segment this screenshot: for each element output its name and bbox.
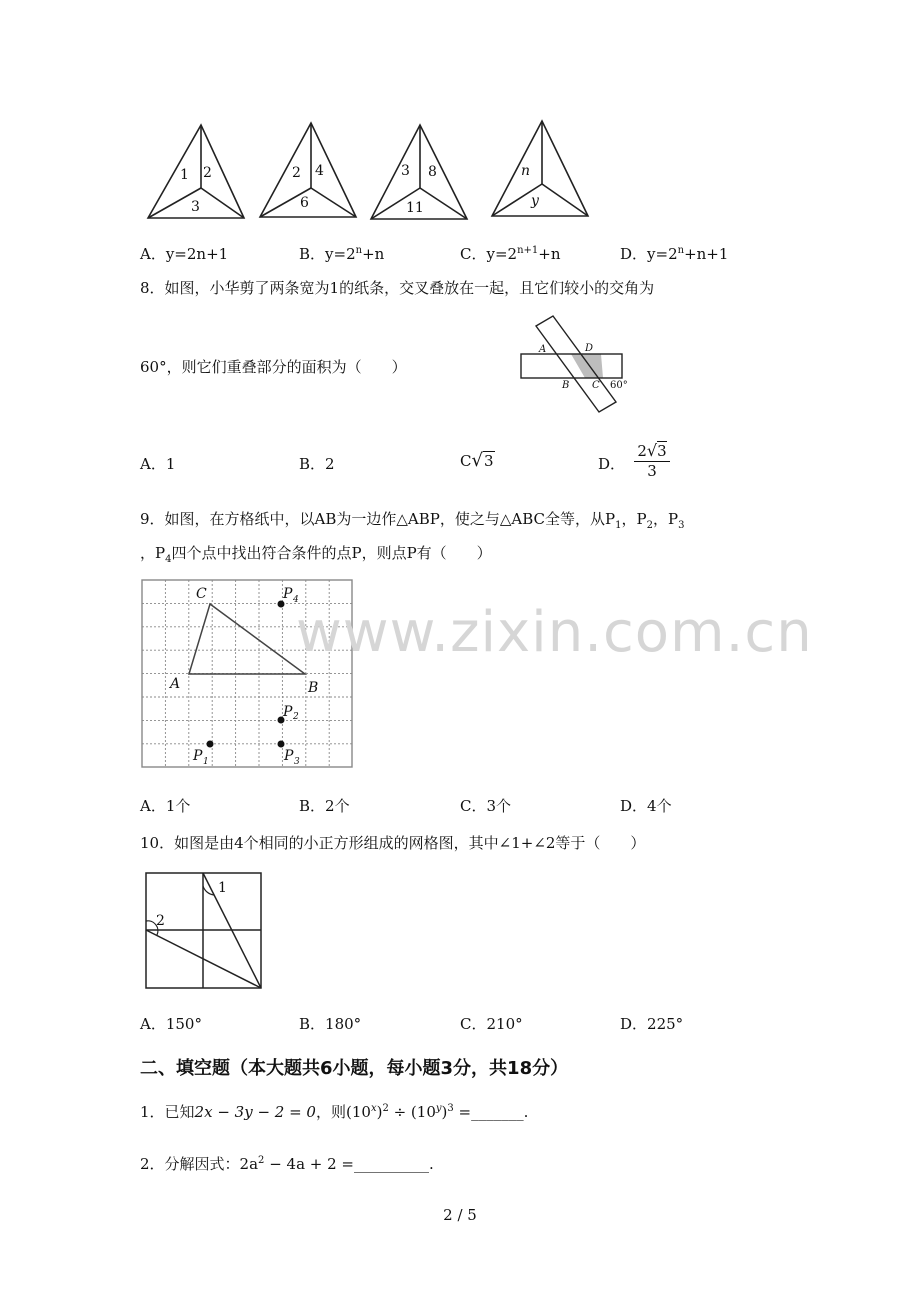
watermark: www.zixin.com.cn — [296, 600, 813, 665]
q8-option-a: A．1 — [140, 455, 176, 473]
svg-text:2: 2 — [293, 712, 299, 722]
q7-option-a: A．y=2n+1 — [140, 245, 229, 263]
q7-triangle-figures — [140, 115, 600, 225]
q8-option-d-fraction: 2√3 3 — [634, 441, 670, 480]
tri4-label-bottom: y — [531, 193, 539, 209]
q9-label-b: B — [308, 680, 319, 696]
q10-option-c: C．210° — [460, 1015, 523, 1033]
answer-blank[interactable]: __________ — [354, 1155, 429, 1173]
tri1-label-bottom: 3 — [191, 199, 200, 215]
q9-option-c: C．3个 — [460, 797, 512, 815]
q9-label-c: C — [196, 586, 207, 602]
fill-question-1: 1．已知2x − 3y − 2 = 0，则$(10^x)^2 \div (10^y)^3$ =_______. — [140, 1103, 529, 1121]
q7-option-d: D．$y=2^n+n+1$ — [620, 245, 729, 263]
tri2-label-right: 4 — [315, 163, 324, 179]
fill-question-2: 2．分解因式：$2a^2 - 4a + 2$ =__________. — [140, 1155, 434, 1173]
q8-option-b: B．2 — [299, 455, 335, 473]
tri2-label-bottom: 6 — [300, 195, 309, 211]
q9-option-a: A．1个 — [140, 797, 191, 815]
q9-label-a: A — [170, 676, 181, 692]
q10-option-b: B．180° — [299, 1015, 362, 1033]
q7-option-b: B．$y=2^n+n$ — [299, 245, 385, 263]
q8-paper-strip-figure — [515, 312, 635, 417]
q9-label-p4: P — [283, 586, 293, 602]
triangle-4 — [492, 121, 588, 216]
q10-angle-2-label: 2 — [156, 913, 165, 929]
tri2-label-left: 2 — [292, 165, 301, 181]
q8-label-angle: 60° — [610, 380, 628, 391]
tri1-label-left: 1 — [180, 167, 189, 183]
svg-text:1: 1 — [203, 757, 209, 767]
q9-option-b: B．2个 — [299, 797, 350, 815]
q8-label-d: D — [585, 343, 594, 354]
tri3-label-left: 3 — [401, 163, 410, 179]
svg-text:3: 3 — [294, 757, 300, 767]
tri1-label-right: 2 — [203, 165, 212, 181]
svg-text:4: 4 — [293, 595, 299, 605]
tri3-label-right: 8 — [428, 164, 437, 180]
q10-option-d: D．225° — [620, 1015, 684, 1033]
q9-label-p1: P — [193, 748, 203, 764]
q8-label-c: C — [592, 380, 600, 391]
q9-question-line2: ，$P_4$四个点中找出符合条件的点P，则点P有（ ） — [140, 544, 492, 565]
answer-blank[interactable]: _______ — [471, 1103, 524, 1121]
section-2-heading: 二、填空题（本大题共6小题，每小题3分，共18分） — [140, 1058, 569, 1079]
q8-label-a: A — [539, 344, 547, 355]
tri3-label-bottom: 11 — [406, 200, 424, 216]
q8-question-line2: 60°，则它们重叠部分的面积为（ ） — [140, 358, 407, 376]
q7-option-c: C．$y=2^{n+1}+n$ — [460, 245, 561, 263]
q10-option-a: A．150° — [140, 1015, 202, 1033]
q9-question-line1: 9．如图，在方格纸中，以AB为一边作△ABP，使之与△ABC全等，从$P_1$，$P_2$，$P_3$ — [140, 510, 685, 531]
q9-label-p3: P — [284, 748, 294, 764]
q8-question-line1: 8．如图，小华剪了两条宽为1的纸条，交叉叠放在一起，且它们较小的交角为 — [140, 279, 655, 297]
q9-label-p2: P — [283, 704, 293, 720]
q9-option-d: D．4个 — [620, 797, 672, 815]
q8-label-b: B — [562, 380, 570, 391]
page-number: 2 / 5 — [443, 1206, 477, 1224]
q8-option-c: C √ 3 — [460, 450, 494, 471]
q10-angle-1-label: 1 — [218, 880, 227, 896]
sqrt-symbol: √ — [471, 450, 483, 471]
q8-option-d-label: D． — [598, 455, 626, 473]
q10-grid-figure — [140, 868, 270, 993]
tri4-label-left: n — [521, 163, 531, 179]
q10-question: 10．如图是由4个相同的小正方形组成的网格图，其中∠1+∠2等于（ ） — [140, 834, 646, 852]
